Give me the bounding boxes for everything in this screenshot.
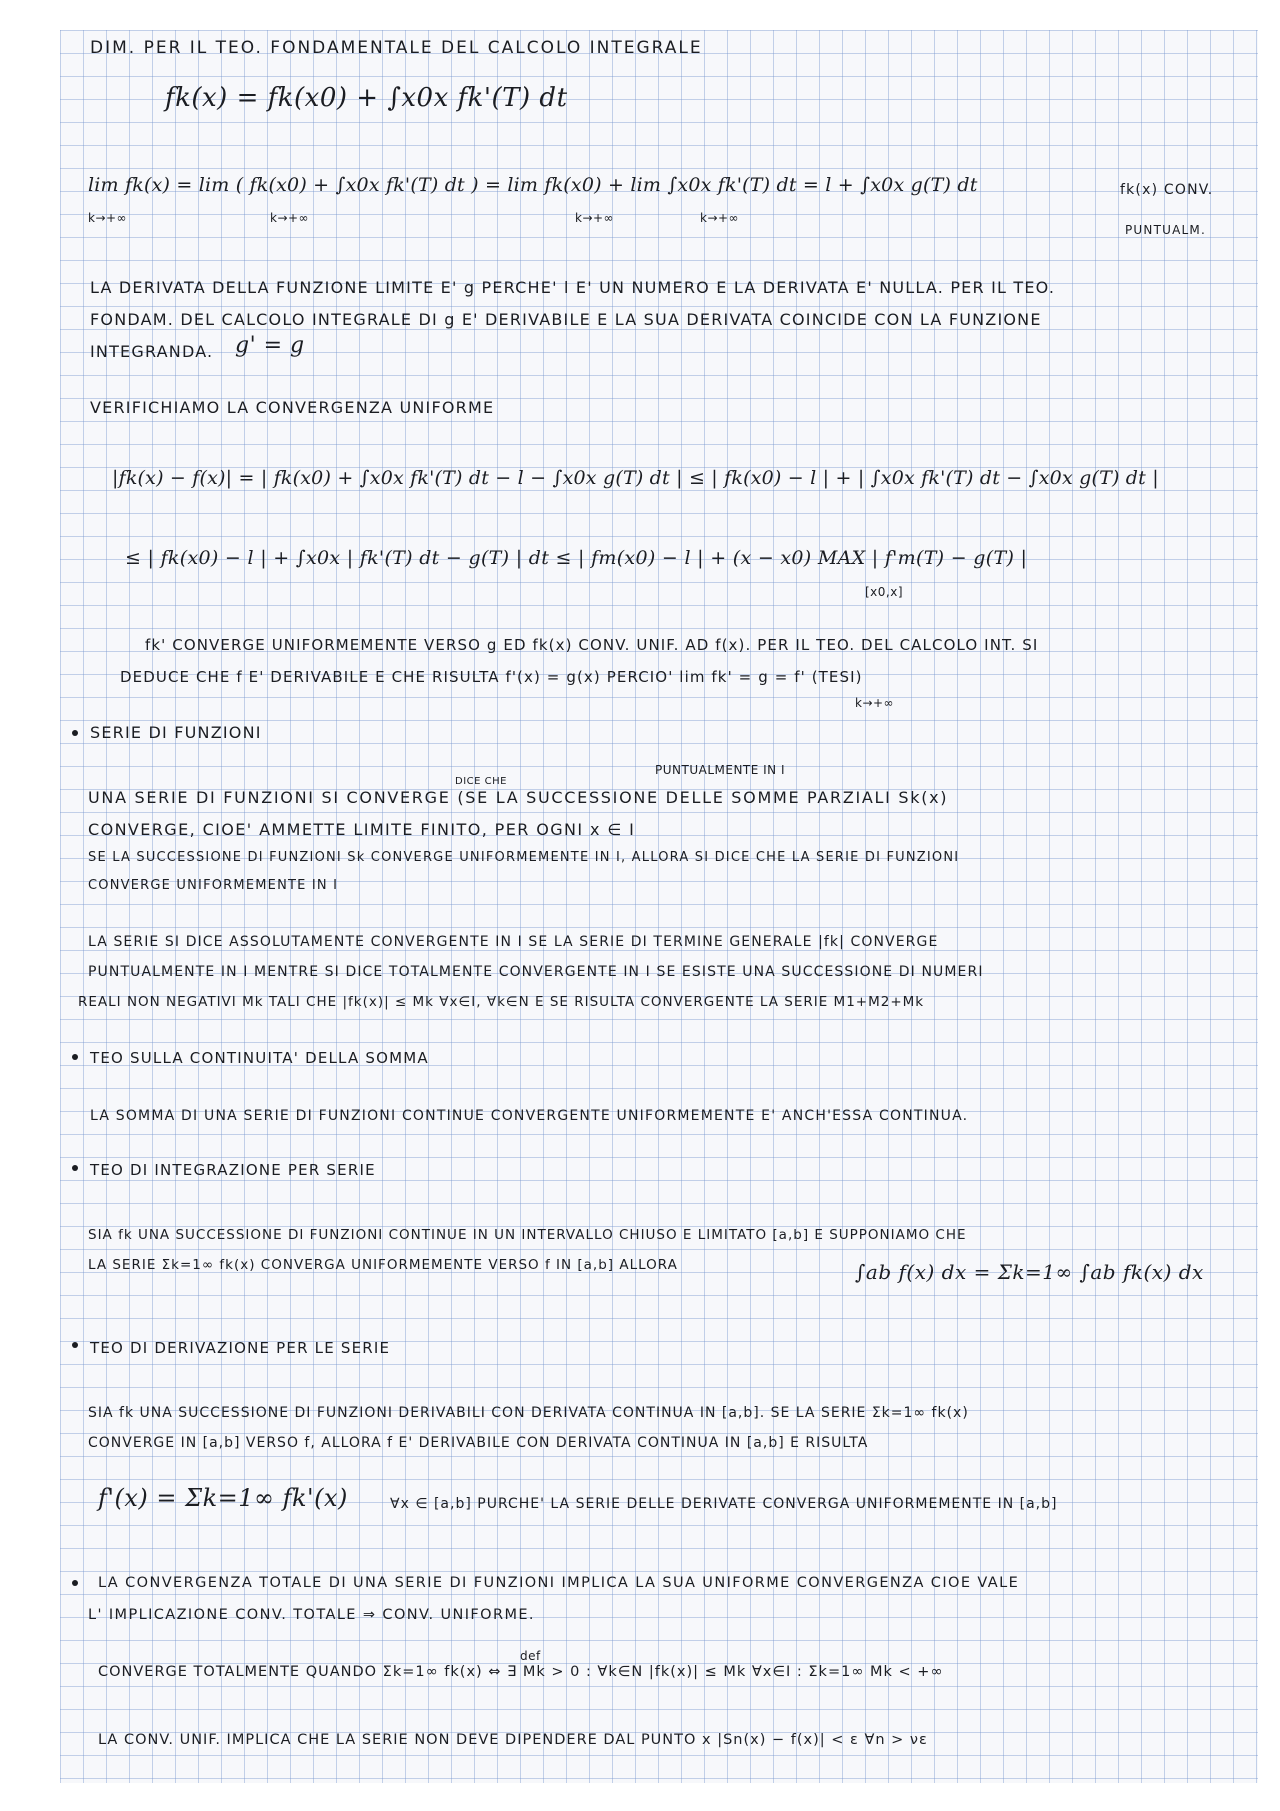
conclusion-line-1: fk' CONVERGE UNIFORMEMENTE VERSO g ED fk(x) CONV. UNIF. AD f(x). PER IL TEO. DEL CALCOLO INT. SI	[145, 636, 1039, 654]
totale-last-line: LA CONV. UNIF. IMPLICA CHE LA SERIE NON DEVE DIPENDERE DAL PUNTO x |Sn(x) − f(x)| < ε ∀n > νε	[98, 1732, 928, 1748]
right-margin	[1258, 0, 1280, 1811]
bullet-dot	[72, 1342, 78, 1348]
derivazione-line-2: CONVERGE IN [a,b] VERSO f, ALLORA f E' DERIVABILE CON DERIVATA CONTINUA IN [a,b] E RISULTA	[88, 1435, 869, 1451]
conv-note: fk(x) CONV.	[1120, 182, 1214, 198]
integrazione-formula: ∫ab f(x) dx = Σk=1∞ ∫ab fk(x) dx	[855, 1260, 1204, 1284]
abs-line-1: LA SERIE SI DICE ASSOLUTAMENTE CONVERGENTE IN I SE LA SERIE DI TERMINE GENERALE |fk| CONVERGE	[88, 934, 939, 950]
conclusion-line-2: DEDUCE CHE f E' DERIVABILE E CHE RISULTA f'(x) = g(x) PERCIO' lim fk' = g = f' (TESI)	[120, 668, 863, 686]
deriv-line-1: LA DERIVATA DELLA FUNZIONE LIMITE E' g PERCHE' l E' UN NUMERO E LA DERIVATA E' NULLA. PER IL TEO.	[90, 278, 1056, 297]
totale-line-1: LA CONVERGENZA TOTALE DI UNA SERIE DI FUNZIONI IMPLICA LA SUA UNIFORME CONVERGENZA CIOE VALE	[98, 1575, 1020, 1591]
derivazione-heading: TEO DI DERIVAZIONE PER LE SERIE	[90, 1339, 391, 1357]
bullet-dot	[72, 1580, 78, 1586]
continuita-heading: TEO SULLA CONTINUITA' DELLA SOMMA	[90, 1049, 429, 1067]
serie-line-1: UNA SERIE DI FUNZIONI SI CONVERGE (SE LA SUCCESSIONE DELLE SOMME PARZIALI Sk(x)	[88, 788, 949, 807]
abs-line-2: PUNTUALMENTE IN I MENTRE SI DICE TOTALMENTE CONVERGENTE IN I SE ESISTE UNA SUCCESSIONE DI NUMERI	[88, 964, 984, 980]
totale-line-2: L' IMPLICAZIONE CONV. TOTALE ⇒ CONV. UNIFORME.	[88, 1607, 535, 1623]
integrazione-line-1: SIA fk UNA SUCCESSIONE DI FUNZIONI CONTINUE IN UN INTERVALLO CHIUSO E LIMITATO [a,b] E SUPPONIAMO CHE	[88, 1227, 967, 1243]
serie-line-4: CONVERGE UNIFORMEMENTE IN I	[88, 878, 339, 893]
bottom-margin	[0, 1783, 1280, 1811]
derivazione-condition: ∀x ∈ [a,b] PURCHE' LA SERIE DELLE DERIVATE CONVERGA UNIFORMEMENTE IN [a,b]	[390, 1496, 1058, 1512]
serie-above-dice: DICE CHE	[455, 776, 507, 787]
serie-above-puntualmente: PUNTUALMENTE IN I	[655, 763, 786, 777]
inequality-1: |fk(x) − f(x)| = | fk(x0) + ∫x0x fk'(T) dt − l − ∫x0x g(T) dt | ≤ | fk(x0) − l | + | ∫x0x fk'(T) dt − ∫x0x g(T) dt |	[112, 467, 1159, 489]
serie-line-2: CONVERGE, CIOE' AMMETTE LIMITE FINITO, PER OGNI x ∈ I	[88, 820, 636, 839]
abs-line-3: REALI NON NEGATIVI Mk TALI CHE |fk(x)| ≤ Mk ∀x∈I, ∀k∈N E SE RISULTA CONVERGENTE LA SERIE M1+M2+Mk	[78, 994, 925, 1010]
serie-heading: SERIE DI FUNZIONI	[90, 723, 262, 742]
derivazione-line-1: SIA fk UNA SUCCESSIONE DI FUNZIONI DERIVABILI CON DERIVATA CONTINUA IN [a,b]. SE LA SERIE Σk=1∞ fk(x)	[88, 1405, 969, 1421]
deriv-line-3: INTEGRANDA.	[90, 342, 214, 361]
top-margin	[0, 0, 1280, 30]
serie-line-3: SE LA SUCCESSIONE DI FUNZIONI Sk CONVERGE UNIFORMEMENTE IN I, ALLORA SI DICE CHE LA SERIE DI FUNZIONI	[88, 850, 960, 865]
deriv-line-2: FONDAM. DEL CALCOLO INTEGRALE DI g E' DERIVABILE E LA SUA DERIVATA COINCIDE CON LA FUNZIONE	[90, 310, 1042, 329]
totale-def-label: def	[520, 1649, 541, 1663]
proof-heading: DIM. PER IL TEO. FONDAMENTALE DEL CALCOLO INTEGRALE	[90, 38, 703, 58]
limit-sub-b: k→+∞	[700, 211, 740, 225]
g-prime-eq: g' = g	[235, 333, 305, 358]
bullet-dot	[72, 1054, 78, 1060]
left-margin	[0, 0, 60, 1811]
continuita-text: LA SOMMA DI UNA SERIE DI FUNZIONI CONTINUE CONVERGENTE UNIFORMEMENTE E' ANCH'ESSA CONTINUA.	[90, 1108, 969, 1124]
conv-note-2: PUNTUALM.	[1125, 223, 1206, 237]
f-integral-formula: fk(x) = fk(x0) + ∫x0x fk'(T) dt	[165, 83, 568, 113]
limit-sub-a: k→+∞	[575, 211, 615, 225]
bullet-dot	[72, 1165, 78, 1171]
limit-equation: lim fk(x) = lim ( fk(x0) + ∫x0x fk'(T) dt ) = lim fk(x0) + lim ∫x0x fk'(T) dt = l + ∫x0x g(T) dt	[88, 174, 978, 196]
verify-heading: VERIFICHIAMO LA CONVERGENZA UNIFORME	[90, 398, 495, 417]
conclusion-sub: k→+∞	[855, 696, 895, 710]
totale-definition: CONVERGE TOTALMENTE QUANDO Σk=1∞ fk(x) ⇔ ∃ Mk > 0 : ∀k∈N |fk(x)| ≤ Mk ∀x∈I : Σk=1∞ Mk < +∞	[98, 1664, 944, 1680]
bullet-dot	[72, 730, 78, 736]
integrazione-line-2: LA SERIE Σk=1∞ fk(x) CONVERGA UNIFORMEMENTE VERSO f IN [a,b] ALLORA	[88, 1257, 678, 1273]
integrazione-heading: TEO DI INTEGRAZIONE PER SERIE	[90, 1161, 376, 1179]
limit-sub-left: k→+∞	[88, 211, 128, 225]
inequality-2-sub: [x0,x]	[865, 585, 904, 599]
inequality-2: ≤ | fk(x0) − l | + ∫x0x | fk'(T) dt − g(T) | dt ≤ | fm(x0) − l | + (x − x0) MAX | f'm(T) − g(T) |	[125, 547, 1028, 569]
derivazione-formula: f'(x) = Σk=1∞ fk'(x)	[98, 1484, 348, 1512]
limit-sub-mid: k→+∞	[270, 211, 310, 225]
